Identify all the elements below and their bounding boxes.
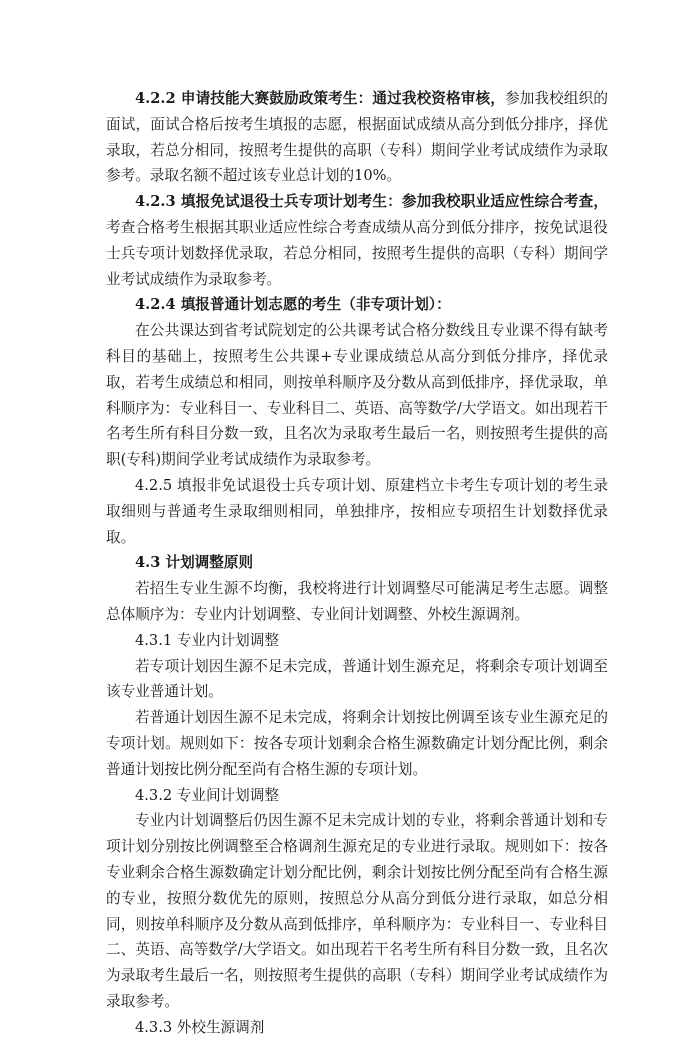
- section-4-2-3-text: 考查合格考生根据其职业适应性综合考查成绩从高分到低分排序，按免试退役士兵专项计划数择优录取，若总分相同，按照考生提供的高职（专科）期间学业考试成绩作为录取参考。: [106, 218, 608, 288]
- section-4-2-2-heading: 4.2.2 申请技能大赛鼓励政策考生：通过我校资格审核，: [135, 90, 505, 107]
- section-4-3-1-paragraph-2: 若普通计划因生源不足未完成，将剩余计划按比例调至该专业生源充足的专项计划。规则如下：按各专项计划剩余合格生源数确定计划分配比例，剩余普通计划按比例分配至尚有合格生源的专项计划。: [106, 709, 608, 778]
- section-4-2-3-heading: 4.2.3 填报免试退役士兵专项计划考生：参加我校职业适应性综合考查，: [135, 193, 608, 211]
- section-4-3-heading: 4.3 计划调整原则: [135, 554, 254, 572]
- section-4-3-3-heading: 4.3.3 外校生源调剂: [135, 1018, 265, 1036]
- section-4-3-2-text: 专业内计划调整后仍因生源不足未完成计划的专业，将剩余普通计划和专项计划分别按比例调整至合格调剂生源充足的专业进行录取。规则如下：按各专业剩余合格生源数确定计划分配比例，剩余计划按比例分配至尚有合格生源的专业，按照分数优先的原则，按照总分从高分到低分进行录取，如总分相同，则按单科顺序及分数从高到低排序，单科顺序为：专业科目一、专业科目二、英语、高等数学/大学语文。如出现若干名考生所有科目分数一致，且名次为录取考生最后一名，则按照考生提供的高职（专科）期间学业考试成绩作为录取参考。: [106, 812, 608, 1010]
- section-4-2-2-text: 参加我校组织的面试，面试合格后按考生填报的志愿，根据面试成绩从高分到低分排序，择优录取，若总分相同，按照考生提供的高职（专科）期间学业考试成绩作为录取参考。录取名额不超过该专业总计划的10%。: [106, 90, 608, 185]
- section-4-2-4-heading: 4.2.4 填报普通计划志愿的考生（非专项计划）：: [135, 296, 451, 314]
- document-body: [106, 86, 608, 1040]
- section-4-2-3: [106, 189, 608, 292]
- section-4-3-1-paragraph-1: 若专项计划因生源不足未完成，普通计划生源充足，将剩余专项计划调至该专业普通计划。: [106, 657, 608, 701]
- section-4-2-5-text: 4.2.5 填报非免试退役士兵专项计划、原建档立卡考生专项计划的考生录取细则与普通考生录取细则相同，单独排序，按相应专项招生计划数择优录取。: [106, 476, 608, 546]
- section-4-2-4-text: 在公共课达到省考试院划定的公共课考试合格分数线且专业课不得有缺考科目的基础上，按照考生公共课+专业课成绩总从高分到低分排序，择优录取，若考生成绩总和相同，则按单科顺序及分数从高到低排序，择优录取，单科顺序为：专业科目一、专业科目二、英语、高等数学/大学语文。如出现若干名考生所有科目分数一致，且名次为录取考生最后一名，则按照考生提供的高职(专科)期间学业考试成绩作为录取参考。: [106, 322, 608, 469]
- section-4-2-2: [106, 86, 608, 189]
- section-4-3-2-heading: 4.3.2 专业间计划调整: [135, 786, 279, 804]
- section-4-3-1-heading: 4.3.1 专业内计划调整: [135, 631, 279, 649]
- section-4-3-text: 若招生专业生源不均衡，我校将进行计划调整尽可能满足考生志愿。调整总体顺序为：专业内计划调整、专业间计划调整、外校生源调剂。: [106, 580, 608, 623]
